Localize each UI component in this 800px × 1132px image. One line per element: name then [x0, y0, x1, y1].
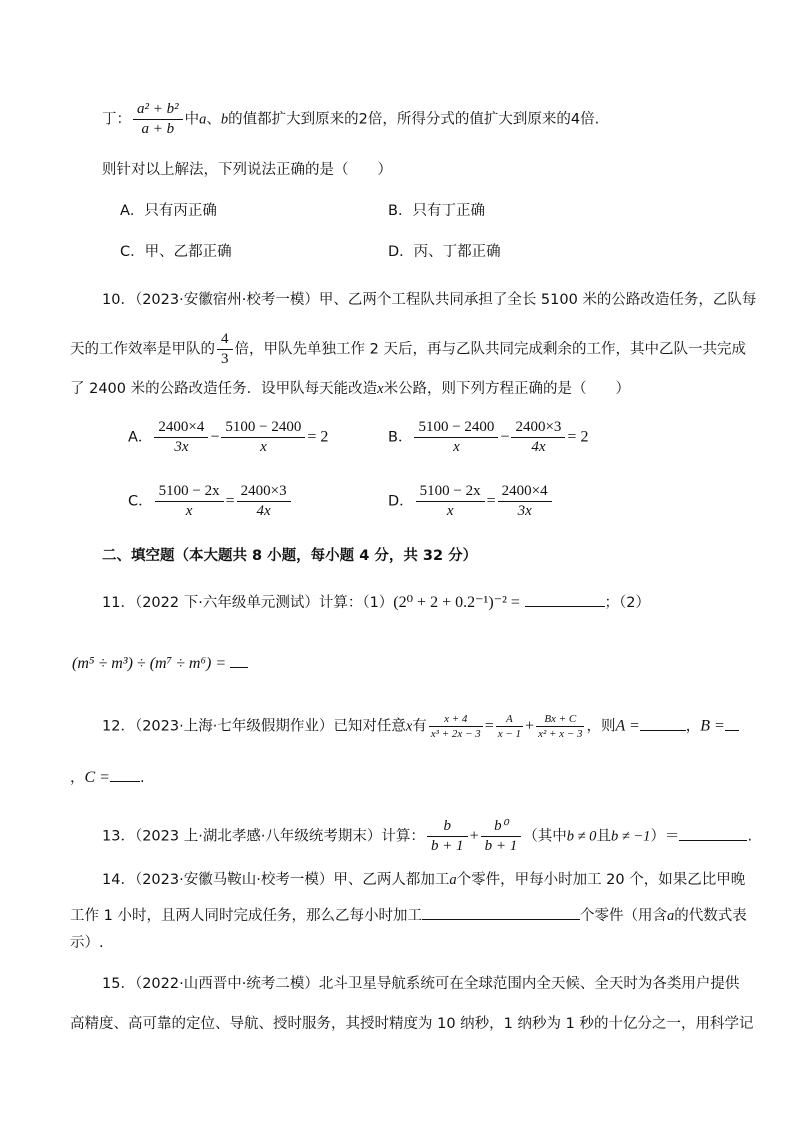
q9-option-d[interactable]: D．丙、丁都正确: [388, 244, 501, 260]
q9-ding-var-b: b: [220, 111, 229, 128]
q10-b-f1-den: x: [414, 437, 498, 457]
q10-line1: 10．（2023·安徽宿州·校考一模）甲、乙两个工程队共同承担了全长 5100 米的公路改造任务，乙队每: [102, 292, 757, 308]
q12-text: 12．（2023·上海·七年级假期作业）已知对任意: [102, 718, 406, 735]
q15-line1: 15．（2022·山西晋中·统考二模）北斗卫星导航系统可在全球范围内全天候、全天时为各类用户提供: [102, 976, 740, 992]
q9-ding-var-a: a: [199, 111, 207, 128]
q10-option-c[interactable]: [128, 482, 293, 521]
q10-line2-a: 天的工作效率是甲队的: [70, 341, 215, 358]
q12-frac3: [536, 712, 584, 741]
q14-line1-var: a: [449, 872, 457, 888]
q9-option-b[interactable]: B．只有丁正确: [388, 203, 485, 219]
q10-c-eq: =: [225, 492, 235, 510]
q12-text3: ，则: [586, 718, 616, 735]
q10-frac-num: 4: [221, 331, 229, 347]
q9-option-c[interactable]: C．甲、乙都正确: [120, 244, 232, 260]
q11-line2: [72, 651, 248, 674]
q12-f2-num: A: [506, 713, 513, 725]
q12-line2: [70, 765, 145, 788]
q10-d-f1-num: 5100 − 2x: [419, 483, 481, 499]
q13-cond-2: b ≠ −1: [610, 828, 651, 845]
q10-frac-den: 3: [217, 349, 233, 369]
q10-fraction-4-3: [217, 330, 233, 369]
q14-line2-c: 的代数式表: [674, 908, 747, 924]
q9-ding-text-mid: 中: [184, 111, 200, 128]
q10-b-frac2: [511, 418, 565, 457]
q10-d-f2-num: 2400×4: [501, 483, 548, 499]
q13-f2-num: b⁰: [494, 818, 508, 834]
q10-line3-a: 了 2400 米的公路改造任务．设甲队每天能改造: [70, 381, 378, 397]
q9-ding-prefix: 丁：: [102, 111, 131, 128]
q10-line3: [70, 379, 630, 399]
q10-a-label: A．: [128, 429, 153, 446]
q13-cond-and: 且: [596, 828, 611, 845]
q10-b-rhs: = 2: [567, 428, 589, 446]
q10-d-f2-den: 3x: [498, 501, 552, 521]
q9-ding-n2: 4: [570, 111, 581, 128]
q15-line2: 高精度、高可靠的定位、导航、授时服务，其授时精度为 10 纳秒，1 纳秒为 1 秒的十亿分之一，用科学记: [70, 1016, 754, 1032]
q12-line1: [102, 712, 739, 741]
q9-ding-fraction: [133, 100, 183, 139]
q13-text: 13．（2023 上·湖北孝感·八年级统考期末）计算：: [102, 828, 425, 845]
q10-line2-b: 倍，甲队先单独工作 2 天后，再与乙队共同完成剩余的工作，其中乙队一共完成: [234, 341, 746, 358]
q13-cond-b: ）＝: [650, 828, 680, 845]
q10-a-op: −: [210, 428, 220, 446]
q12-f1-num: x + 4: [444, 713, 468, 725]
q12-a-eq: A =: [615, 717, 640, 735]
q12-frac2: [496, 712, 523, 741]
q9-ding-n1: 2: [358, 111, 368, 128]
q10-c-frac1: [155, 482, 224, 521]
q11-blank-2[interactable]: [230, 651, 248, 668]
q12-frac1: [429, 712, 483, 741]
q13-cond-a: （其中: [523, 828, 567, 845]
q10-b-f1-num: 5100 − 2400: [418, 419, 495, 435]
q12-b-eq: B =: [700, 717, 725, 735]
q9-ding-text-after2: 倍，所得分式的值扩大到原来的: [367, 111, 571, 128]
q9-ding-frac-den: a + b: [133, 119, 183, 139]
q11-text: 11．（2022 下·六年级单元测试）计算：（1）: [102, 595, 394, 611]
q10-c-frac2: [237, 482, 291, 521]
q10-option-d[interactable]: [388, 482, 554, 521]
q10-c-f1-num: 5100 − 2x: [158, 483, 220, 499]
q10-d-label: D．: [388, 493, 414, 510]
q13-f1-num: b: [443, 818, 451, 834]
q14-line3: 示）.: [70, 935, 104, 951]
q12-var: x: [405, 718, 413, 735]
q10-b-f2-num: 2400×3: [515, 419, 562, 435]
q13-blank[interactable]: [679, 824, 747, 841]
q13-f1-den: b + 1: [427, 836, 468, 856]
q10-line3-b: 米公路，则下列方程正确的是（ ）: [383, 381, 631, 397]
q13-line: [102, 817, 752, 856]
q10-a-f2-den: x: [221, 437, 305, 457]
q13-plus: +: [469, 827, 479, 845]
q12-blank-a[interactable]: [640, 714, 686, 731]
q10-c-f2-den: 4x: [237, 501, 291, 521]
q13-end: .: [747, 828, 753, 845]
q11-blank-1[interactable]: [525, 590, 605, 607]
q10-d-frac1: [416, 482, 485, 521]
q12-comma2: ，: [70, 770, 85, 786]
q10-d-eq: =: [486, 492, 496, 510]
q10-d-f1-den: x: [416, 501, 485, 521]
q11-expr1: (2⁰ + 2 + 0.2⁻¹)⁻² =: [393, 594, 520, 611]
q10-b-label: B．: [388, 429, 413, 446]
q12-f2-den: x − 1: [497, 728, 522, 740]
q10-a-rhs: = 2: [307, 428, 329, 446]
q10-option-b[interactable]: [388, 418, 588, 457]
q11-line1: [102, 590, 650, 613]
q13-frac1: [427, 817, 468, 856]
q14-line1: [102, 870, 745, 890]
q12-f1-den: x³ + 2x − 3: [430, 728, 481, 740]
q9-ding-frac-num: a² + b²: [137, 101, 179, 117]
q10-line2: [70, 330, 746, 369]
q12-f3-num: Bx + C: [544, 713, 577, 725]
q10-c-f1-den: x: [155, 501, 224, 521]
q9-ding-sep: 、: [206, 111, 221, 128]
q12-blank-b[interactable]: [725, 714, 739, 731]
q12-f3-den: x² + x − 3: [538, 728, 583, 740]
q14-blank[interactable]: [422, 903, 580, 920]
q10-c-label: C．: [128, 493, 153, 510]
q9-question: 则针对以上解法，下列说法正确的是（ ）: [102, 162, 392, 178]
q14-line2: [70, 903, 747, 926]
q13-cond-1: b ≠ 0: [566, 828, 597, 845]
q10-a-f2-num: 5100 − 2400: [225, 419, 302, 435]
q10-a-f1-num: 2400×4: [158, 419, 205, 435]
q10-a-frac2: [221, 418, 305, 457]
q14-line1-a: 14．（2023·安徽马鞍山·校考一模）甲、乙两人都加工: [102, 872, 450, 888]
q10-d-frac2: [498, 482, 552, 521]
q13-frac2: [481, 817, 522, 856]
q10-line3-var: x: [377, 381, 384, 397]
q9-ding-line: [102, 100, 599, 139]
q9-option-a[interactable]: A．只有丙正确: [120, 203, 217, 219]
q12-plus: +: [525, 717, 535, 735]
q10-b-f2-den: 4x: [511, 437, 565, 457]
q10-b-frac1: [414, 418, 498, 457]
q12-blank-c[interactable]: [110, 765, 140, 782]
section-2-heading: 二、填空题（本大题共 8 小题，每小题 4 分，共 32 分）: [102, 548, 478, 564]
q11-sep: ；（2）: [604, 595, 651, 611]
q11-expr2: (m⁵ ÷ m³) ÷ (m⁷ ÷ m⁶) =: [72, 655, 227, 672]
q14-line2-b: 个零件（用含: [579, 908, 667, 924]
q12-eq: =: [484, 717, 494, 735]
q13-f2-den: b + 1: [481, 836, 522, 856]
q12-end: .: [139, 770, 145, 786]
q12-comma1: ，: [685, 718, 701, 735]
q9-ding-text-after: 的值都扩大到原来的: [228, 111, 359, 128]
q10-option-a[interactable]: [128, 418, 328, 457]
q14-line1-b: 个零件，甲每小时加工 20 个，如果乙比甲晚: [456, 872, 746, 888]
q10-b-op: −: [500, 428, 510, 446]
q12-c-eq: C =: [84, 769, 110, 786]
q10-a-frac1: [154, 418, 208, 457]
q10-c-f2-num: 2400×3: [240, 483, 287, 499]
q14-line2-a: 工作 1 小时，且两人同时完成任务，那么乙每小时加工: [70, 908, 422, 924]
q14-line2-var: a: [666, 908, 675, 924]
q12-text2: 有: [412, 718, 427, 735]
q10-a-f1-den: 3x: [154, 437, 208, 457]
q9-ding-text-end: 倍.: [580, 111, 600, 128]
